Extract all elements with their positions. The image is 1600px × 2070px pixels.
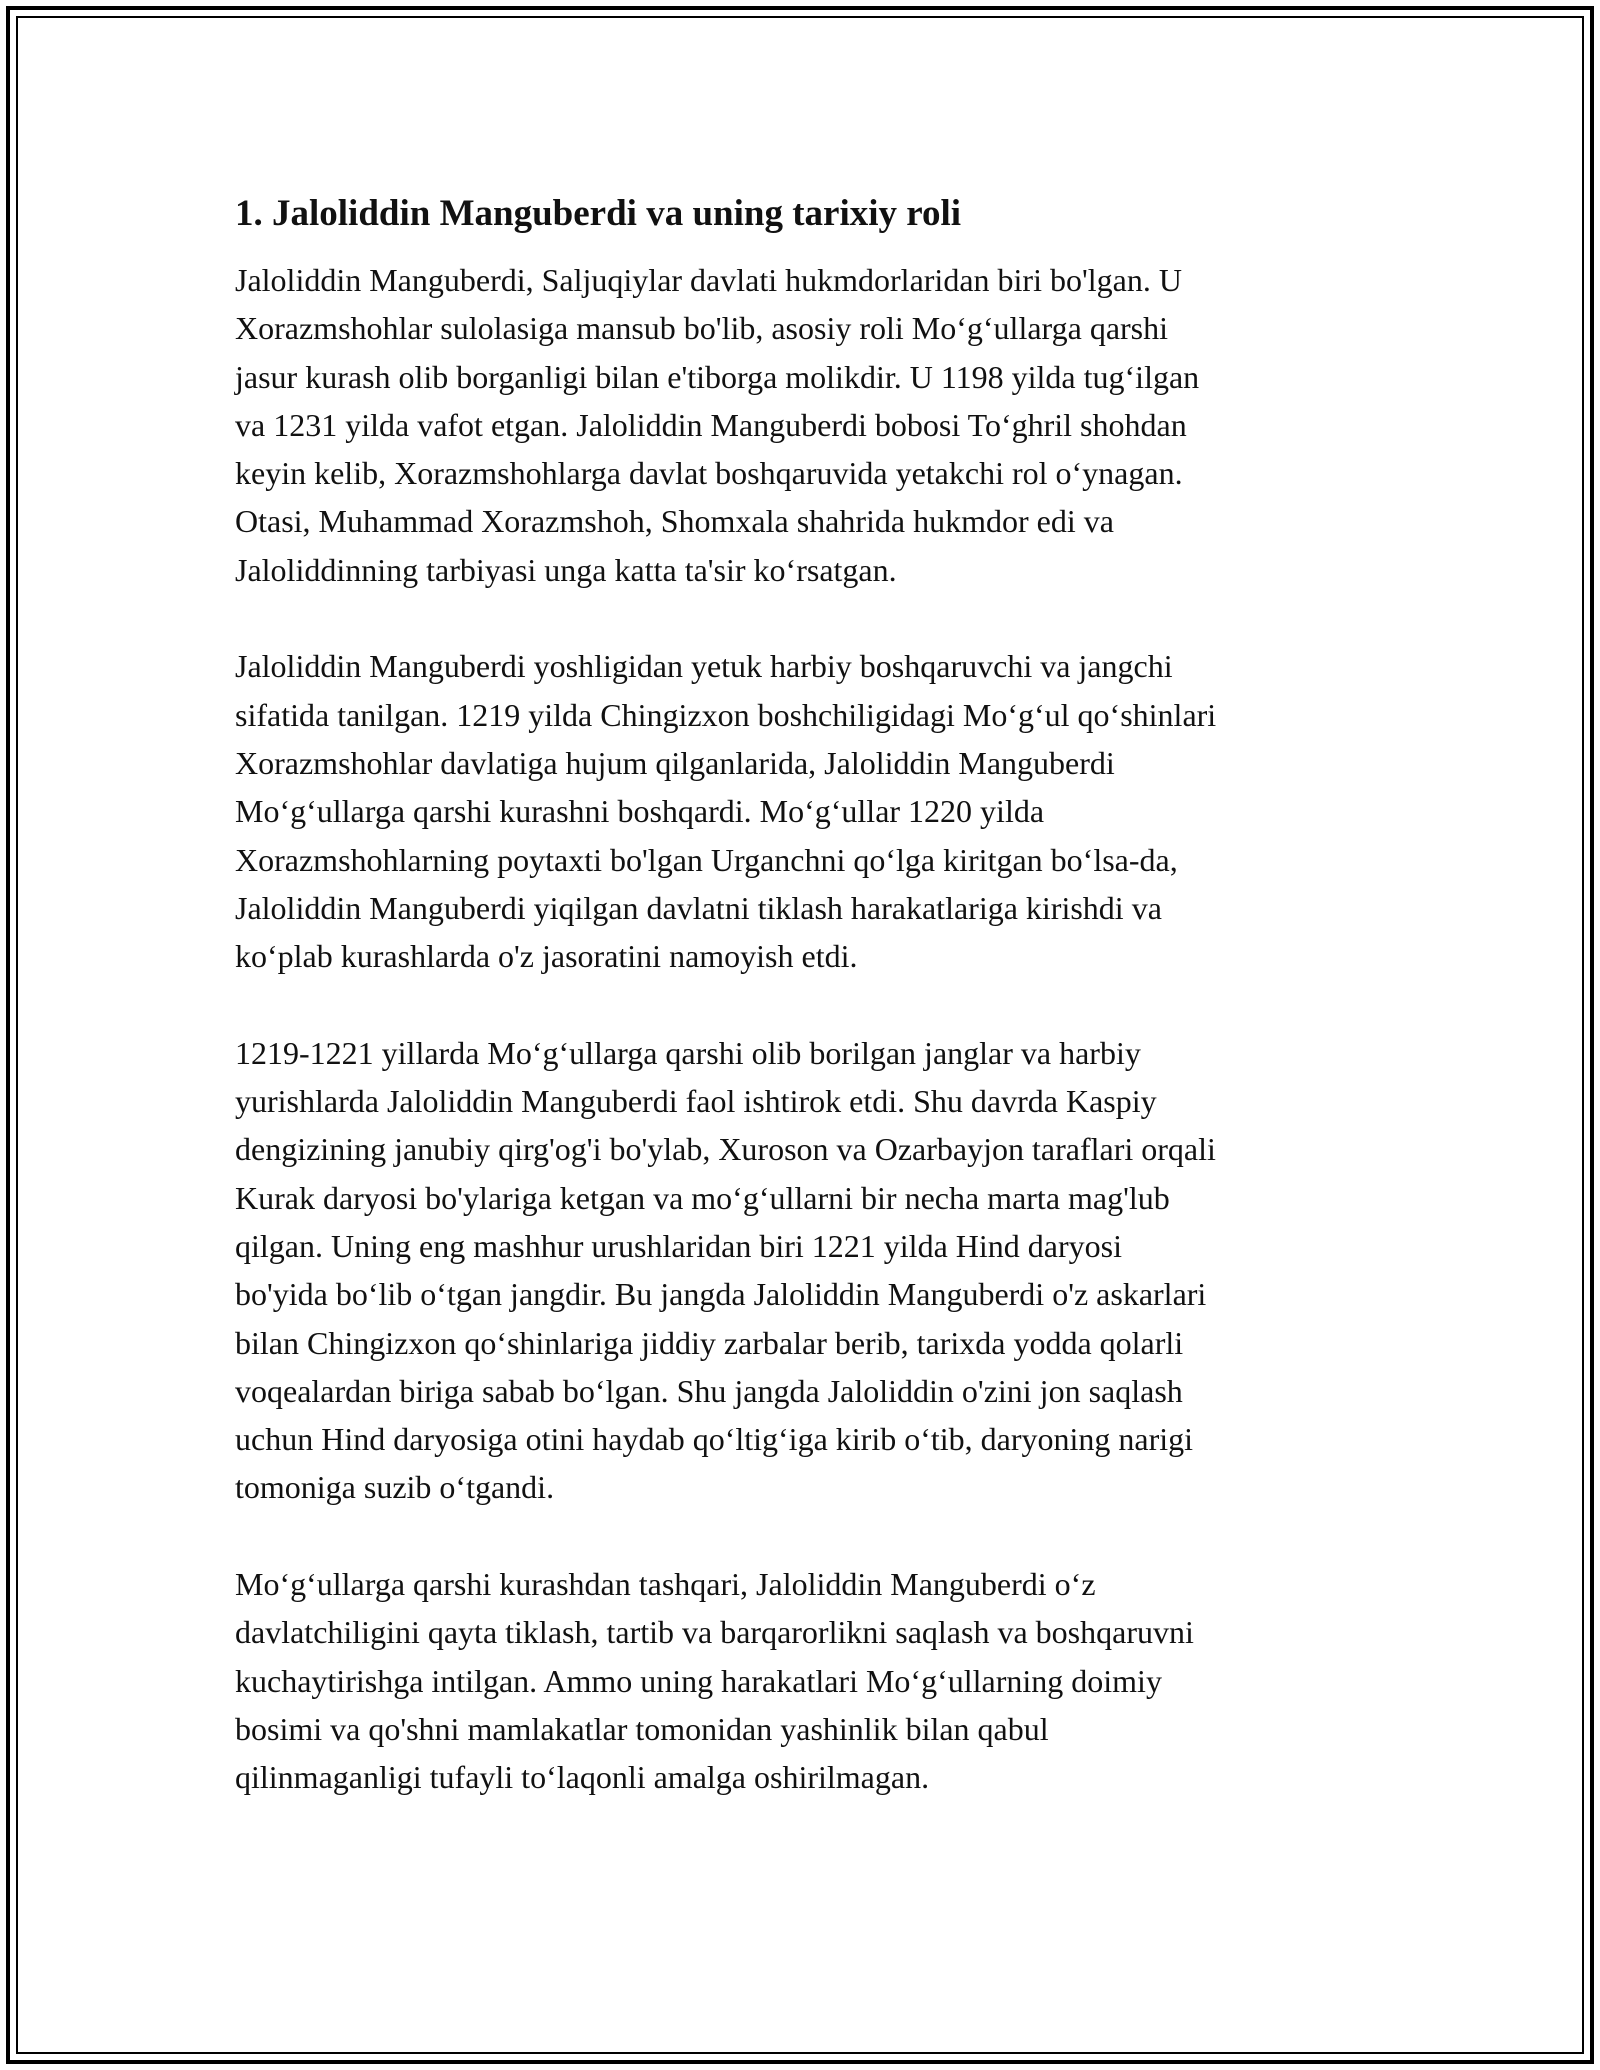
document-body: [235, 190, 1385, 1802]
paragraph-3: 1219-1221 yillarda Mo‘g‘ullarga qarshi olib borilgan janglar va harbiy yurishlarda Jaloliddin Manguberdi faol ishtirok etdi. Shu davrda Kaspiy dengizining janubiy qirg'og'i bo'ylab, Xuroson va Ozarbayjon taraflari orqali Kurak daryosi bo'ylariga ketgan va mo‘g‘ullarni bir necha marta mag'lub qilgan. Uning eng mashhur urushlaridan biri 1221 yilda Hind daryosi bo'yida bo‘lib o‘tgan jangdir. Bu jangda Jaloliddin Manguberdi o'z askarlari bilan Chingizxon qo‘shinlariga jiddiy zarbalar berib, tarixda yodda qolarli voqealardan biriga sabab bo‘lgan. Shu jangda Jaloliddin o'zini jon saqlash uchun Hind daryosiga otini haydab qo‘ltig‘iga kirib o‘tib, daryoning narigi tomoniga suzib o‘tgandi.: [235, 1034, 1216, 1506]
paragraph-4: Mo‘g‘ullarga qarshi kurashdan tashqari, Jaloliddin Manguberdi o‘z davlatchiligini qayta tiklash, tartib va barqarorlikni saqlash va boshqaruvni kuchaytirishga intilgan. Ammo uning harakatlari Mo‘g‘ullarning doimiy bosimi va qo'shni mamlakatlar tomonidan yashinlik bilan qabul qilinmaganligi tufayli to‘laqonli amalga oshirilmagan.: [235, 1566, 1194, 1796]
paragraph-1: Jaloliddin Manguberdi, Saljuqiylar davlati hukmdorlaridan biri bo'lgan. U Xorazmshohlar sulolasiga mansub bo'lib, asosiy roli Mo‘g‘ullarga qarshi jasur kurash olib borganligi bilan e'tiborga molikdir. U 1198 yilda tug‘ilgan va 1231 yilda vafot etgan. Jaloliddin Manguberdi bobosi To‘ghril shohdan keyin kelib, Xorazmshohlarga davlat boshqaruvida yetakchi rol o‘ynagan. Otasi, Muhammad Xorazmshoh, Shomxala shahrida hukmdor edi va Jaloliddinning tarbiyasi unga katta ta'sir ko‘rsatgan.: [235, 262, 1200, 588]
paragraph-2: Jaloliddin Manguberdi yoshligidan yetuk harbiy boshqaruvchi va jangchi sifatida tanilgan. 1219 yilda Chingizxon boshchiligidagi Mo‘g‘ul qo‘shinlari Xorazmshohlar davlatiga hujum qilganlarida, Jaloliddin Manguberdi Mo‘g‘ullarga qarshi kurashni boshqardi. Mo‘g‘ullar 1220 yilda Xorazmshohlarning poytaxti bo'lgan Urganchni qo‘lga kiritgan bo‘lsa-da, Jaloliddin Manguberdi yiqilgan davlatni tiklash harakatlariga kirishdi va ko‘plab kurashlarda o'z jasoratini namoyish etdi.: [235, 648, 1217, 975]
section-heading: 1. Jaloliddin Manguberdi va uning tarixiy roli: [235, 193, 962, 234]
